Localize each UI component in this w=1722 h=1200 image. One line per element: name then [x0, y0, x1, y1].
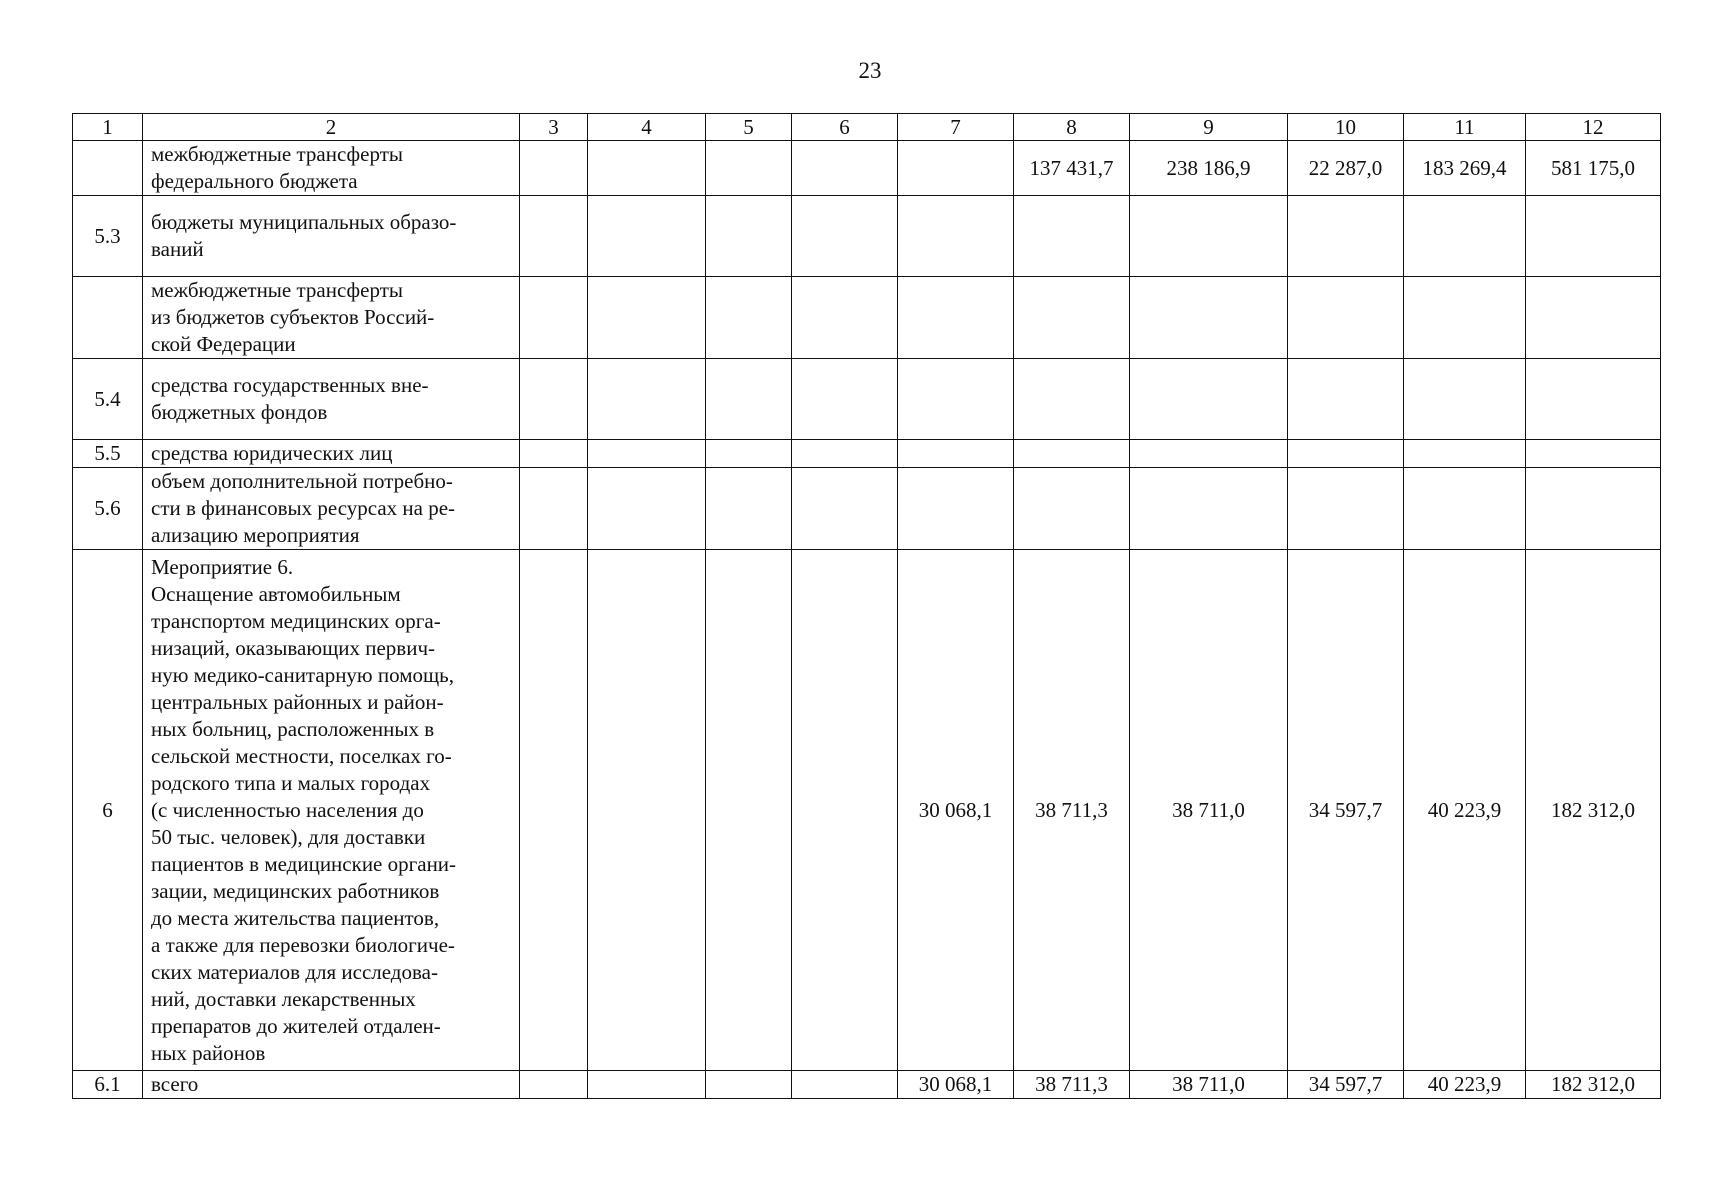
row-name-line: из бюджетов субъектов Россий-	[151, 305, 435, 329]
value-cell	[1526, 277, 1661, 359]
value-cell	[1130, 277, 1288, 359]
column-header: 2	[143, 114, 520, 141]
value-cell	[1288, 277, 1404, 359]
value-cell	[792, 359, 898, 440]
row-name-line: межбюджетные трансферты	[151, 142, 403, 166]
row-name-line: до места жительства пациентов,	[151, 905, 440, 930]
row-code: 5.3	[73, 196, 143, 277]
table-row	[73, 440, 1661, 468]
table-row	[73, 468, 1661, 550]
value-cell	[588, 141, 706, 196]
value-cell: 30 068,1	[898, 1071, 1014, 1099]
value-cell	[588, 468, 706, 550]
row-name-line: средства юридических лиц	[151, 441, 393, 465]
row-name-line: зации, медицинских работников	[151, 878, 440, 903]
row-name-line: пациентов в медицинские органи-	[151, 851, 457, 876]
row-name-line: бюджеты муниципальных образо-	[151, 210, 457, 234]
value-cell	[792, 468, 898, 550]
row-code: 6.1	[73, 1071, 143, 1099]
row-name-line: межбюджетные трансферты	[151, 278, 403, 302]
row-name-line: Мероприятие 6.	[151, 554, 294, 579]
value-cell	[588, 1071, 706, 1099]
value-cell: 238 186,9	[1130, 141, 1288, 196]
value-cell	[1014, 196, 1130, 277]
value-cell	[898, 141, 1014, 196]
value-cell	[898, 468, 1014, 550]
value-cell	[706, 277, 792, 359]
row-name	[143, 277, 520, 359]
column-header: 10	[1288, 114, 1404, 141]
value-cell	[588, 359, 706, 440]
value-cell	[1014, 468, 1130, 550]
value-cell: 22 287,0	[1288, 141, 1404, 196]
value-cell	[520, 141, 588, 196]
value-cell: 581 175,0	[1526, 141, 1661, 196]
table-row	[73, 1071, 1661, 1099]
column-header: 11	[1404, 114, 1526, 141]
value-cell	[792, 440, 898, 468]
value-cell	[1130, 196, 1288, 277]
column-header: 5	[706, 114, 792, 141]
value-cell	[706, 1071, 792, 1099]
row-name	[143, 468, 520, 550]
value-cell	[1288, 196, 1404, 277]
value-cell	[898, 277, 1014, 359]
value-cell	[706, 359, 792, 440]
value-cell	[706, 468, 792, 550]
column-header: 9	[1130, 114, 1288, 141]
row-name-line: ваний	[151, 237, 204, 261]
table-row	[73, 141, 1661, 196]
row-name-line: сельской местности, поселках го-	[151, 743, 452, 768]
row-name-line: 50 тыс. человек), для доставки	[151, 824, 426, 849]
value-cell	[1404, 468, 1526, 550]
value-cell: 137 431,7	[1014, 141, 1130, 196]
row-name-line: средства государственных вне-	[151, 373, 429, 397]
value-cell	[588, 196, 706, 277]
value-cell: 38 711,3	[1014, 550, 1130, 1071]
value-cell	[1130, 440, 1288, 468]
table-row	[73, 359, 1661, 440]
value-cell	[1014, 277, 1130, 359]
table-row	[73, 196, 1661, 277]
value-cell	[792, 1071, 898, 1099]
header-row	[73, 114, 1661, 141]
value-cell: 40 223,9	[1404, 1071, 1526, 1099]
row-name	[143, 550, 520, 1071]
value-cell	[1526, 196, 1661, 277]
value-cell	[1526, 440, 1661, 468]
value-cell: 40 223,9	[1404, 550, 1526, 1071]
column-header: 1	[73, 114, 143, 141]
value-cell	[1014, 359, 1130, 440]
row-code: 5.5	[73, 440, 143, 468]
row-name-line: ализацию мероприятия	[151, 523, 360, 547]
value-cell	[520, 359, 588, 440]
row-code	[73, 277, 143, 359]
value-cell: 182 312,0	[1526, 550, 1661, 1071]
value-cell	[588, 550, 706, 1071]
row-code: 6	[73, 550, 143, 1071]
row-name	[143, 440, 520, 468]
row-code: 5.4	[73, 359, 143, 440]
value-cell	[1404, 359, 1526, 440]
row-name-line: Оснащение автомобильным	[151, 581, 401, 606]
value-cell	[520, 468, 588, 550]
value-cell	[1130, 468, 1288, 550]
value-cell	[1404, 277, 1526, 359]
row-name-line: препаратов до жителей отдален-	[151, 1013, 441, 1038]
value-cell	[1526, 468, 1661, 550]
value-cell	[1288, 440, 1404, 468]
value-cell	[706, 141, 792, 196]
value-cell	[588, 277, 706, 359]
value-cell: 34 597,7	[1288, 1071, 1404, 1099]
value-cell	[706, 196, 792, 277]
value-cell	[1288, 359, 1404, 440]
row-name-line: федерального бюджета	[151, 169, 358, 193]
value-cell	[792, 141, 898, 196]
row-name-line: ных районов	[151, 1040, 266, 1065]
row-name-line: (с численностью населения до	[151, 797, 424, 822]
row-name-line: всего	[151, 1072, 199, 1096]
row-name-line: транспортом медицинских орга-	[151, 608, 441, 633]
row-name-line: ских материалов для исследова-	[151, 959, 438, 984]
value-cell: 182 312,0	[1526, 1071, 1661, 1099]
value-cell	[792, 550, 898, 1071]
row-name	[143, 196, 520, 277]
row-name-line: бюджетных фондов	[151, 400, 328, 424]
row-name-line: объем дополнительной потребно-	[151, 469, 453, 493]
column-header: 3	[520, 114, 588, 141]
row-name-line: родского типа и малых городах	[151, 770, 431, 795]
value-cell	[1526, 359, 1661, 440]
row-name	[143, 359, 520, 440]
value-cell: 183 269,4	[1404, 141, 1526, 196]
row-name-line: низаций, оказывающих первич-	[151, 635, 435, 660]
value-cell	[520, 440, 588, 468]
budget-table	[72, 113, 1661, 1099]
row-name-line: ных больниц, расположенных в	[151, 716, 435, 741]
row-name-line: ской Федерации	[151, 332, 296, 356]
value-cell: 34 597,7	[1288, 550, 1404, 1071]
row-name-line: центральных районных и район-	[151, 689, 444, 714]
value-cell	[1014, 440, 1130, 468]
value-cell	[520, 1071, 588, 1099]
value-cell: 30 068,1	[898, 550, 1014, 1071]
column-header: 7	[898, 114, 1014, 141]
value-cell	[1130, 359, 1288, 440]
row-name	[143, 1071, 520, 1099]
row-name-line: а также для перевозки биологиче-	[151, 932, 455, 957]
value-cell	[1404, 196, 1526, 277]
value-cell	[520, 550, 588, 1071]
value-cell	[588, 440, 706, 468]
row-name-line: ний, доставки лекарственных	[151, 986, 416, 1011]
value-cell: 38 711,0	[1130, 1071, 1288, 1099]
column-header: 4	[588, 114, 706, 141]
value-cell: 38 711,3	[1014, 1071, 1130, 1099]
row-code: 5.6	[73, 468, 143, 550]
table-row	[73, 550, 1661, 1071]
row-name	[143, 141, 520, 196]
value-cell	[792, 196, 898, 277]
value-cell: 38 711,0	[1130, 550, 1288, 1071]
value-cell	[1404, 440, 1526, 468]
value-cell	[792, 277, 898, 359]
column-header: 6	[792, 114, 898, 141]
value-cell	[1288, 468, 1404, 550]
value-cell	[520, 196, 588, 277]
row-name-line: ную медико-санитарную помощь,	[151, 662, 454, 687]
value-cell	[898, 196, 1014, 277]
column-header: 12	[1526, 114, 1661, 141]
column-header: 8	[1014, 114, 1130, 141]
value-cell	[520, 277, 588, 359]
table-row	[73, 277, 1661, 359]
value-cell	[898, 359, 1014, 440]
value-cell	[706, 550, 792, 1071]
row-code	[73, 141, 143, 196]
row-name-line: сти в финансовых ресурсах на ре-	[151, 496, 456, 520]
value-cell	[898, 440, 1014, 468]
value-cell	[706, 440, 792, 468]
page-number: 23	[858, 58, 882, 83]
